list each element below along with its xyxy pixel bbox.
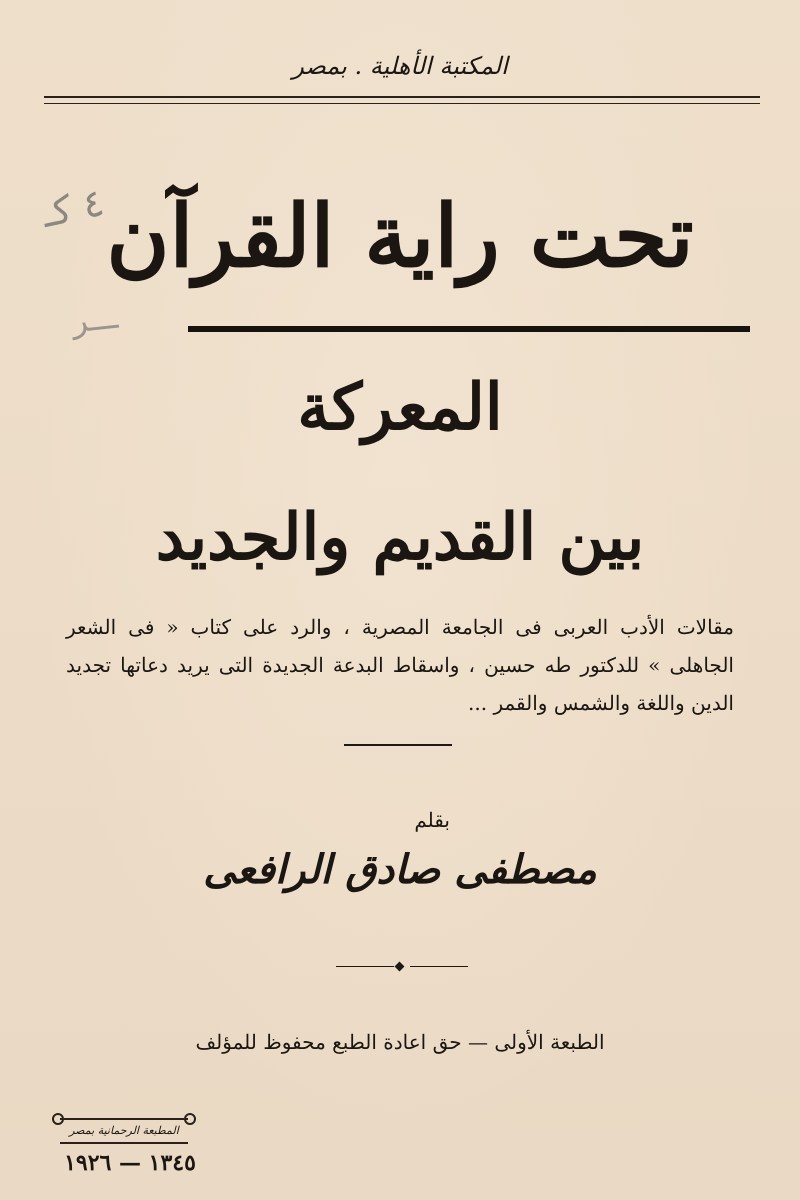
subtitle-line-1: المعركة	[297, 370, 503, 445]
ornamental-divider	[336, 962, 468, 972]
publisher-name: المكتبة الأهلية . بمصر	[292, 52, 508, 80]
publication-dates: ١٣٤٥ — ١٩٢٦	[64, 1150, 196, 1176]
handwritten-margin-mark: ـــر	[70, 297, 120, 341]
edition-notice: الطبعة الأولى — حق اعادة الطبع محفوظ للمؤلف	[195, 1030, 605, 1054]
press-name: المطبعة الرحمانية بمصر	[69, 1124, 179, 1137]
press-rule-bottom	[60, 1142, 188, 1144]
handwritten-margin-note: ٤ كـ	[38, 180, 108, 236]
book-title: تحت راية القرآن	[106, 186, 694, 287]
press-imprint	[60, 1118, 188, 1148]
title-underline-rule	[188, 326, 750, 332]
section-divider	[344, 744, 452, 746]
subtitle-line-2: بين القديم والجديد	[155, 500, 645, 575]
ornament-line-left	[336, 966, 394, 967]
press-rule-top	[60, 1118, 188, 1120]
book-description: مقالات الأدب العربى فى الجامعة المصرية ، والرد على كتاب « فى الشعر الجاهلى » للدكتور طه حسين ، واسقاط البدعة الجديدة التى يريد دعاتها تجديد الدين واللغة والشمس والقمر ...	[66, 615, 734, 715]
ornament-diamond	[395, 962, 405, 972]
header-double-rule	[44, 96, 760, 104]
ornament-line-right	[410, 966, 468, 967]
author-name: مصطفى صادق الرافعى	[203, 846, 597, 893]
by-label: بقلم	[414, 808, 450, 832]
